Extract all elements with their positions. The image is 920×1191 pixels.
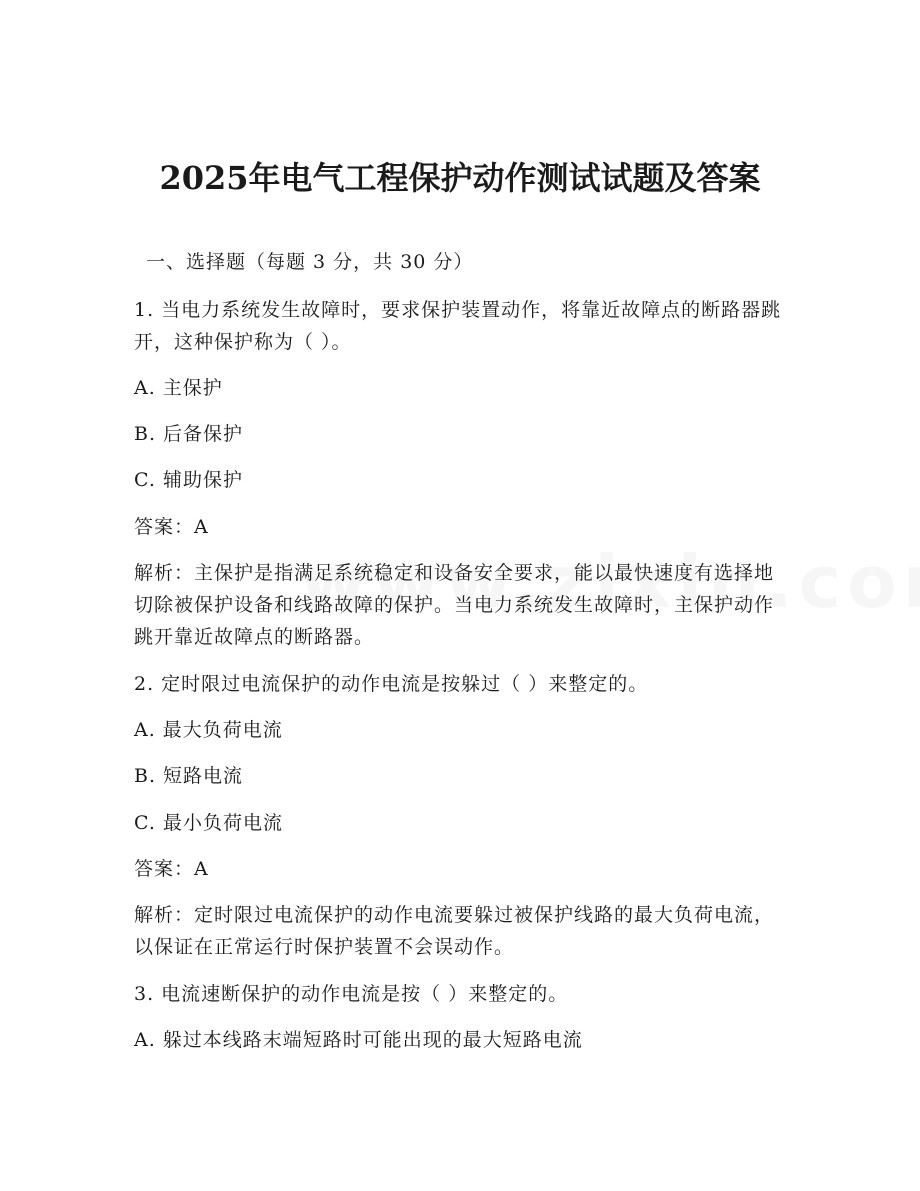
section-heading: 一、选择题（每题 3 分，共 30 分） [146, 251, 474, 273]
question-1-option-b: B. 后备保护 [134, 423, 244, 445]
question-1-option-c: C. 辅助保护 [134, 469, 243, 491]
question-2-option-b: B. 短路电流 [134, 765, 244, 787]
question-2-analysis: 解析：定时限过电流保护的动作电流要躲过被保护线路的最大负荷电流，以保证在正常运行时保护装置不会误动作。 [134, 904, 775, 958]
question-1-stem: 1. 当电力系统发生故障时，要求保护装置动作，将靠近故障点的断路器跳开，这种保护称为（ ）。 [134, 299, 782, 353]
question-2-option-a: A. 最大负荷电流 [134, 719, 283, 741]
question-2-answer: 答案：A [134, 858, 209, 880]
question-1-analysis: 解析：主保护是指满足系统稳定和设备安全要求，能以最快速度有选择地切除被保护设备和线路故障的保护。当电力系统发生故障时，主保护动作跳开靠近故障点的断路器。 [134, 562, 775, 648]
question-3-stem: 3. 电流速断保护的动作电流是按（ ）来整定的。 [134, 983, 569, 1005]
page-title: 2025年电气工程保护动作测试试题及答案 [159, 159, 761, 197]
question-3-option-a: A. 躲过本线路末端短路时可能出现的最大短路电流 [134, 1029, 583, 1051]
question-2-option-c: C. 最小负荷电流 [134, 812, 283, 834]
question-1-answer: 答案：A [134, 516, 209, 538]
question-2-stem: 2. 定时限过电流保护的动作电流是按躲过（ ）来整定的。 [134, 673, 649, 695]
question-1-option-a: A. 主保护 [134, 377, 223, 399]
